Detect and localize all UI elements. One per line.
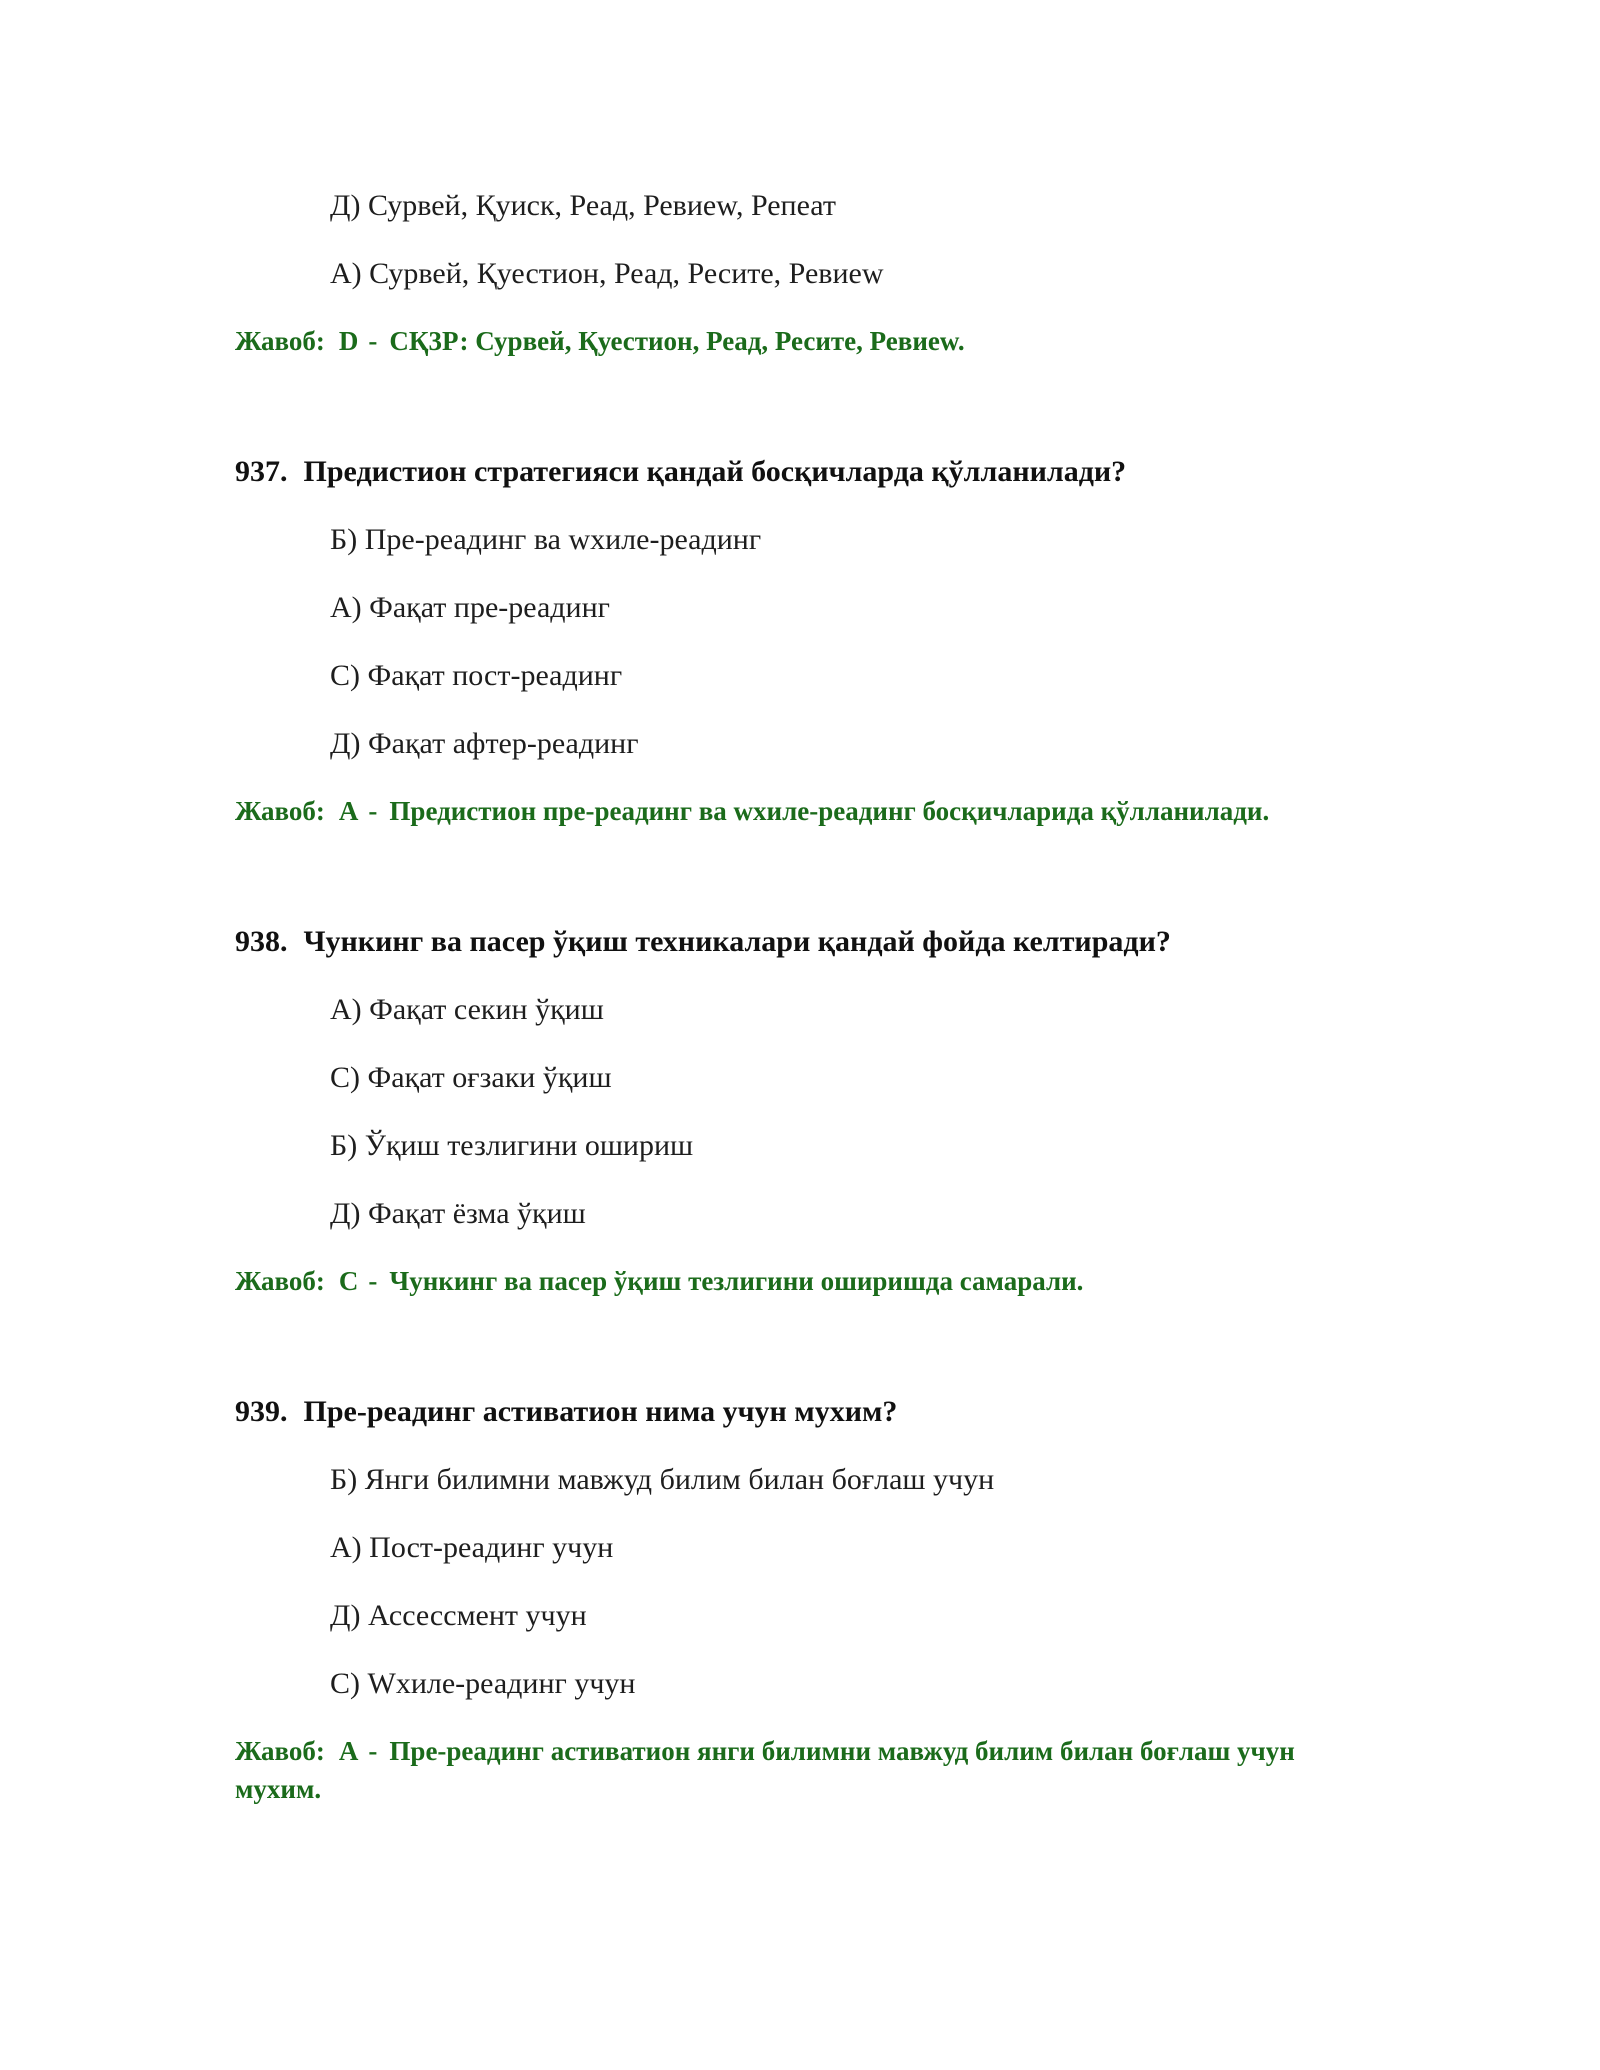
question-text: Предистион стратегияси қандай босқичларда қўлланилади? (303, 455, 1127, 488)
answer-letter: D (338, 326, 359, 356)
answer-letter: A (338, 796, 359, 826)
option-939-b: Б) Янги билимни мавжуд билим билан боғлаш учун (330, 1463, 995, 1496)
question-number: 938. (235, 925, 288, 958)
option-936-a: А) Сурвей, Қуестион, Реад, Ресите, Ревиеw (330, 257, 884, 290)
answer-936 (235, 322, 1365, 360)
option-937-b: Б) Пре-реадинг ва wхиле-реадинг (330, 523, 762, 556)
answer-label: Жавоб: (235, 796, 325, 826)
question-939 (235, 1394, 897, 1430)
answer-dash: - (368, 796, 378, 826)
answer-dash: - (368, 1266, 378, 1296)
answer-text: СҚ3Р: Сурвей, Қуестион, Реад, Ресите, Ревиеw. (389, 326, 965, 356)
option-937-c: С) Фақат пост-реадинг (330, 659, 623, 692)
question-number: 939. (235, 1395, 288, 1428)
answer-label: Жавоб: (235, 1266, 325, 1296)
answer-label: Жавоб: (235, 326, 325, 356)
answer-label: Жавоб: (235, 1736, 325, 1766)
option-937-a: А) Фақат пре-реадинг (330, 591, 610, 624)
answer-937 (235, 792, 1365, 830)
option-939-c: С) Wхиле-реадинг учун (330, 1667, 636, 1700)
option-938-c: С) Фақат оғзаки ўқиш (330, 1061, 612, 1094)
option-939-a: А) Пост-реадинг учун (330, 1531, 614, 1564)
answer-dash: - (368, 326, 378, 356)
answer-letter: A (338, 1736, 359, 1766)
option-937-d: Д) Фақат афтер-реадинг (330, 727, 639, 760)
answer-939 (235, 1732, 1365, 1808)
question-text: Пре-реадинг астиватион нима учун мухим? (303, 1395, 898, 1428)
option-938-b: Б) Ўқиш тезлигини ошириш (330, 1129, 694, 1162)
answer-dash: - (368, 1736, 378, 1766)
question-937 (235, 454, 1126, 490)
option-939-d: Д) Ассессмент учун (330, 1599, 587, 1632)
option-938-d: Д) Фақат ёзма ўқиш (330, 1197, 586, 1230)
answer-text: Пре-реадинг астиватион янги билимни мавжуд билим билан боғлаш учун мухим. (235, 1736, 1295, 1804)
option-938-a: А) Фақат секин ўқиш (330, 993, 604, 1026)
question-number: 937. (235, 455, 288, 488)
answer-text: Чункинг ва пасер ўқиш тезлигини оширишда самарали. (389, 1266, 1084, 1296)
answer-938 (235, 1262, 1365, 1300)
question-938 (235, 924, 1171, 960)
answer-text: Предистион пре-реадинг ва wхиле-реадинг босқичларида қўлланилади. (389, 796, 1270, 826)
answer-letter: C (338, 1266, 359, 1296)
question-text: Чункинг ва пасер ўқиш техникалари қандай фойда келтиради? (303, 925, 1171, 958)
option-936-d: Д) Сурвей, Қуиск, Реад, Ревиеw, Репеат (330, 189, 836, 222)
